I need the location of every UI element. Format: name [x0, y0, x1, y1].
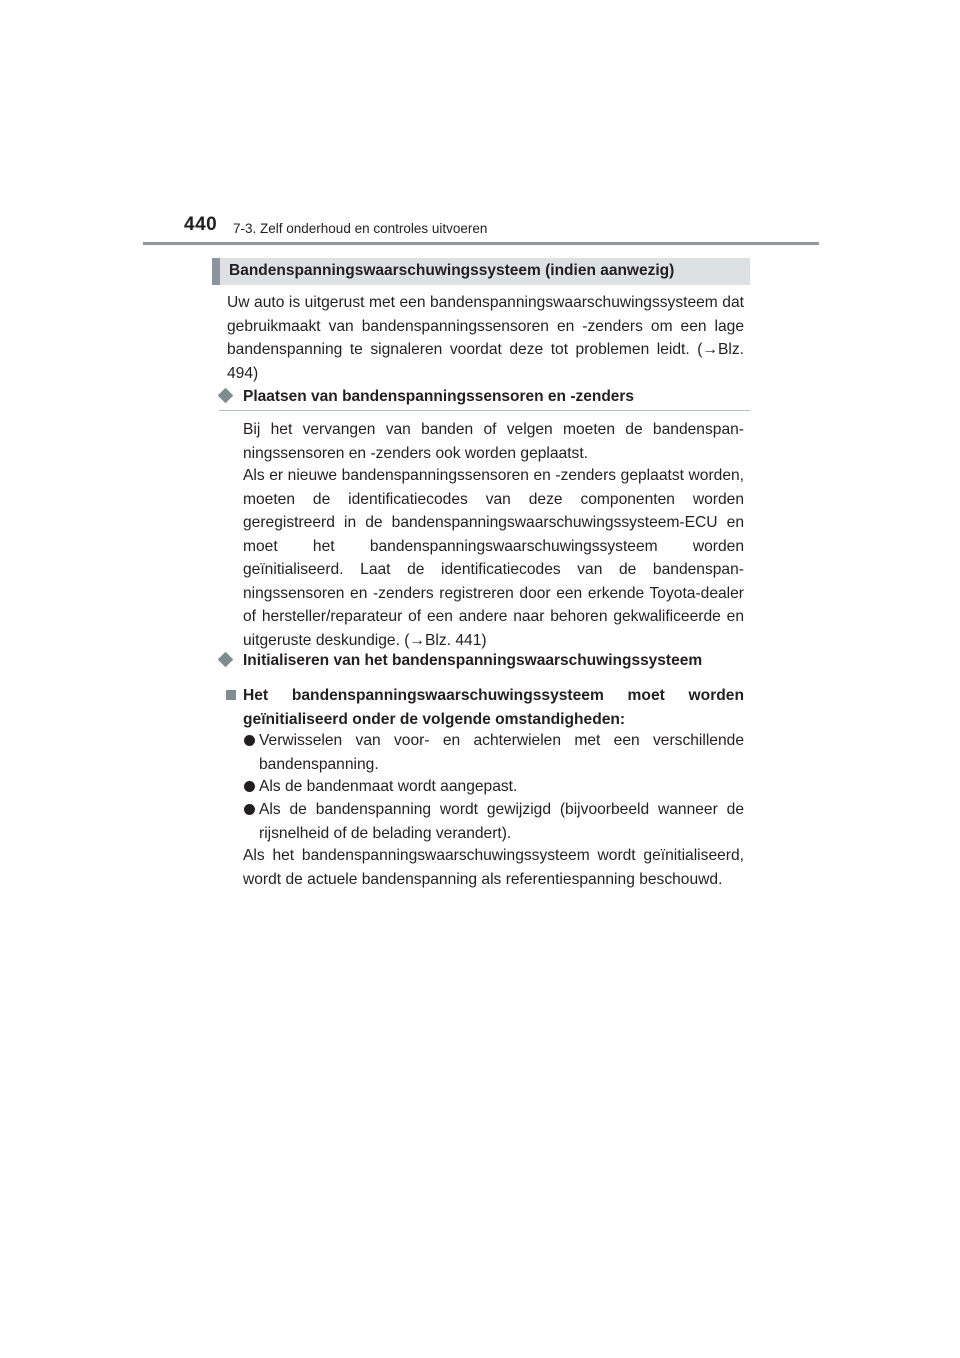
bullet-dot-icon [244, 781, 255, 792]
sensors-paragraph-1: Bij het vervangen van banden of velgen moeten de bandenspanningssensoren en -zenders ook worden geplaatst. [243, 421, 744, 462]
intro-paragraph: Uw auto is uitgerust met een bandenspanningswaarschuwingssysteem dat gebruikmaakt van bandenspanningssensoren en -zenders om een lage bandenspanning te signaleren voordat deze tot problemen leidt. (→Blz. 494) [227, 294, 744, 382]
list-item [243, 775, 744, 799]
subsection-rule [219, 410, 750, 411]
bullet-dot-icon [244, 735, 255, 746]
header-rule [143, 242, 819, 245]
conditions-heading-text: Het bandenspanningswaarschuwingssysteem moet worden geïnitialiseerd onder de volgende omstandigheden: [243, 687, 744, 728]
conditions-heading [226, 684, 744, 731]
page-number: 440 [184, 214, 218, 235]
list-item [243, 798, 744, 845]
subsection-heading-sensors [219, 387, 750, 409]
section-title-bar [212, 258, 750, 285]
subsection-heading-text: Plaatsen van bandenspanningssensoren en -zenders [243, 388, 635, 405]
sensors-paragraph-2: Als er nieuwe bandenspanningssensoren en -zenders geplaatst worden, moeten de identificatiecodes van deze componenten worden geregistreerd in de bandenspanningswaarschuwingssysteem-ECU en moet het bandenspanningswaarschuwingssysteem worden geïnitialiseerd. Laat de identificatiecodes van de bandenspanningssensoren en -zenders registreren door een erkende Toyota-dealer of hersteller/reparateur of een andere naar behoren gekwalificeerde en uitgeruste deskundige. (→Blz. 441) [243, 467, 744, 649]
subsection-heading-initialize [219, 651, 750, 673]
bullet-dot-icon [244, 804, 255, 815]
list-item-text: Als de bandenmaat wordt aangepast. [259, 778, 518, 795]
diamond-bullet-icon [218, 388, 234, 404]
list-item-text: Als de bandenspanning wordt gewijzigd (bijvoorbeeld wanneer de rijsnelheid of de belading verandert). [259, 801, 744, 842]
initialize-paragraph: Als het bandenspanningswaarschuwingssysteem wordt geïnitialiseerd, wordt de actuele bandenspanning als referentiespanning beschouwd. [243, 847, 744, 888]
section-title: Bandenspanningswaarschuwingssysteem (indien aanwezig) [229, 262, 675, 279]
list-item-text: Verwisselen van voor- en achterwielen met een verschillende bandenspanning. [259, 732, 744, 773]
subsection-heading-text: Initialiseren van het bandenspanningswaarschuwingssysteem [243, 652, 703, 669]
section-path: 7-3. Zelf onderhoud en controles uitvoeren [233, 221, 488, 236]
list-item [243, 729, 744, 776]
square-bullet-icon [226, 690, 236, 700]
diamond-bullet-icon [218, 652, 234, 668]
